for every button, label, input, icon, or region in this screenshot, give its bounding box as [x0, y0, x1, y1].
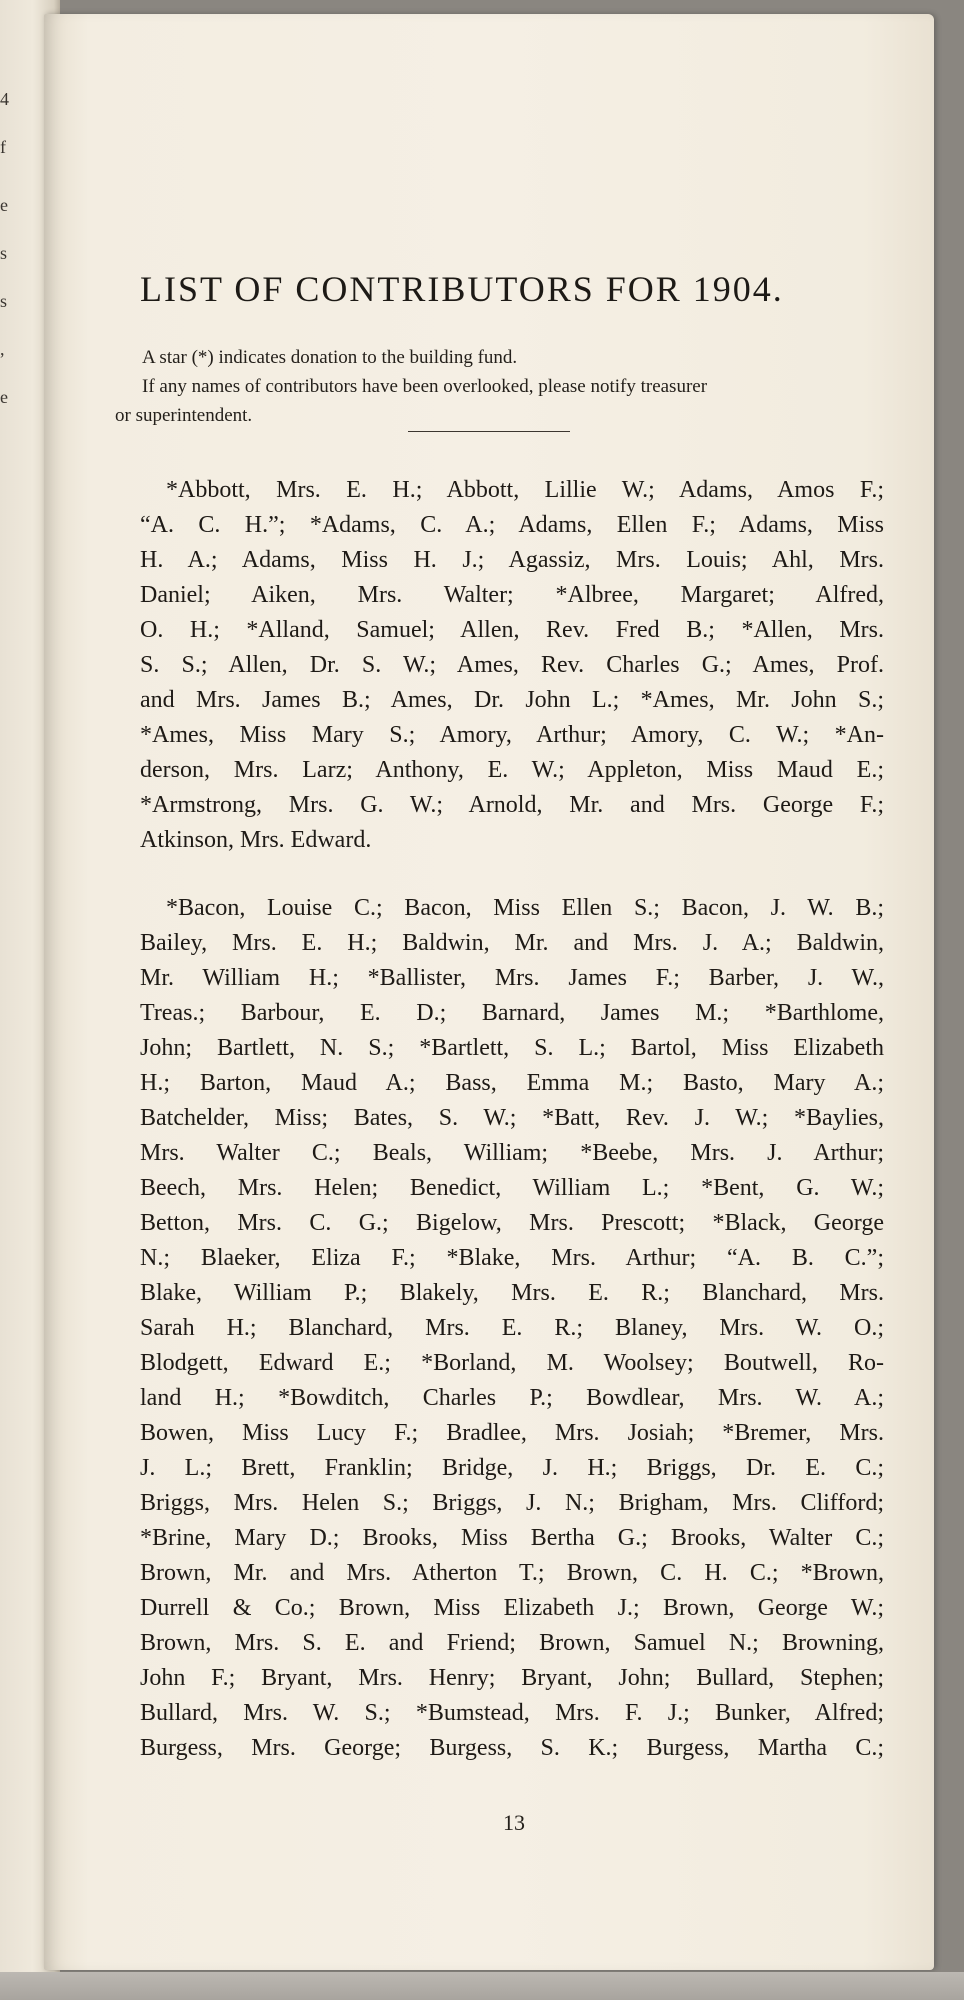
- fragment: f: [0, 137, 6, 157]
- fragment: s: [0, 291, 8, 311]
- contributor-line: *Ames, Miss Mary S.; Amory, Arthur; Amory, C. W.; *An-: [140, 722, 884, 748]
- contributor-line: Blake, William P.; Blakely, Mrs. E. R.; Blanchard, Mrs.: [140, 1280, 884, 1306]
- contributor-line: H. A.; Adams, Miss H. J.; Agassiz, Mrs. Louis; Ahl, Mrs.: [140, 547, 884, 573]
- contributor-line: land H.; *Bowditch, Charles P.; Bowdlear, Mrs. W. A.;: [140, 1385, 884, 1411]
- contributor-line: John; Bartlett, N. S.; *Bartlett, S. L.; Bartol, Miss Elizabeth: [140, 1035, 884, 1061]
- star-note: A star (*) indicates donation to the building fund.: [142, 347, 518, 368]
- contributor-line: Mrs. Walter C.; Beals, William; *Beebe, Mrs. J. Arthur;: [140, 1140, 884, 1166]
- contributor-line: Durrell & Co.; Brown, Miss Elizabeth J.; Brown, George W.;: [140, 1595, 884, 1621]
- contributor-line: Bowen, Miss Lucy F.; Bradlee, Mrs. Josiah; *Bremer, Mrs.: [140, 1420, 884, 1446]
- divider-rule: [408, 431, 570, 432]
- contributor-line: Sarah H.; Blanchard, Mrs. E. R.; Blaney, Mrs. W. O.;: [140, 1315, 884, 1341]
- contributor-line: Briggs, Mrs. Helen S.; Briggs, J. N.; Brigham, Mrs. Clifford;: [140, 1490, 884, 1516]
- contributor-line: Brown, Mr. and Mrs. Atherton T.; Brown, C. H. C.; *Brown,: [140, 1560, 884, 1586]
- contributor-line: Burgess, Mrs. George; Burgess, S. K.; Burgess, Martha C.;: [140, 1735, 884, 1761]
- contributor-line: Atkinson, Mrs. Edward.: [140, 827, 372, 853]
- contributor-line: derson, Mrs. Larz; Anthony, E. W.; Appleton, Miss Maud E.;: [140, 757, 884, 783]
- contributor-line: O. H.; *Alland, Samuel; Allen, Rev. Fred B.; *Allen, Mrs.: [140, 617, 884, 643]
- contributor-line: *Brine, Mary D.; Brooks, Miss Bertha G.; Brooks, Walter C.;: [140, 1525, 884, 1551]
- fragment: 4: [0, 89, 9, 109]
- contributor-line: *Abbott, Mrs. E. H.; Abbott, Lillie W.; Adams, Amos F.;: [166, 477, 884, 503]
- contributor-line: S. S.; Allen, Dr. S. W.; Ames, Rev. Charles G.; Ames, Prof.: [140, 652, 884, 678]
- contributor-line: *Bacon, Louise C.; Bacon, Miss Ellen S.; Bacon, J. W. B.;: [166, 895, 884, 921]
- contributors-a-paragraph: [114, 473, 884, 858]
- contributor-line: Beech, Mrs. Helen; Benedict, William L.; *Bent, G. W.;: [140, 1175, 884, 1201]
- overlooked-note: If any names of contributors have been overlooked, please notify treasurer: [142, 376, 708, 397]
- fragment: s: [0, 243, 8, 263]
- contributor-line: Daniel; Aiken, Mrs. Walter; *Albree, Margaret; Alfred,: [140, 582, 884, 608]
- table-surface: [0, 1972, 964, 2000]
- contributor-line: Bailey, Mrs. E. H.; Baldwin, Mr. and Mrs. J. A.; Baldwin,: [140, 930, 884, 956]
- contributor-line: John F.; Bryant, Mrs. Henry; Bryant, John; Bullard, Stephen;: [140, 1665, 884, 1691]
- contributor-line: “A. C. H.”; *Adams, C. A.; Adams, Ellen F.; Adams, Miss: [140, 512, 884, 538]
- contributor-line: J. L.; Brett, Franklin; Bridge, J. H.; Briggs, Dr. E. C.;: [140, 1455, 884, 1481]
- contributor-line: H.; Barton, Maud A.; Bass, Emma M.; Basto, Mary A.;: [140, 1070, 884, 1096]
- page-number: 13: [503, 1810, 525, 1835]
- contributor-line: *Armstrong, Mrs. G. W.; Arnold, Mr. and Mrs. George F.;: [140, 792, 884, 818]
- contributors-b-paragraph: [114, 891, 884, 1766]
- page-title: LIST OF CONTRIBUTORS FOR 1904.: [140, 269, 784, 309]
- contributor-line: N.; Blaeker, Eliza F.; *Blake, Mrs. Arthur; “A. B. C.”;: [140, 1245, 884, 1271]
- fragment: e: [0, 387, 8, 407]
- fragment: ,: [0, 339, 5, 359]
- facing-page-fragments: [0, 90, 14, 436]
- contributor-line: Mr. William H.; *Ballister, Mrs. James F.; Barber, J. W.,: [140, 965, 884, 991]
- overlooked-note-continued: or superintendent.: [115, 405, 253, 426]
- contributor-line: Brown, Mrs. S. E. and Friend; Brown, Samuel N.; Browning,: [140, 1630, 884, 1656]
- contributor-line: Blodgett, Edward E.; *Borland, M. Woolsey; Boutwell, Ro-: [140, 1350, 884, 1376]
- contributor-line: Batchelder, Miss; Bates, S. W.; *Batt, Rev. J. W.; *Baylies,: [140, 1105, 884, 1131]
- contributor-line: Treas.; Barbour, E. D.; Barnard, James M.; *Barthlome,: [140, 1000, 884, 1026]
- contributor-line: Bullard, Mrs. W. S.; *Bumstead, Mrs. F. J.; Bunker, Alfred;: [140, 1700, 884, 1726]
- contributor-line: Betton, Mrs. C. G.; Bigelow, Mrs. Prescott; *Black, George: [140, 1210, 884, 1236]
- contributor-line: and Mrs. James B.; Ames, Dr. John L.; *Ames, Mr. John S.;: [140, 687, 884, 713]
- fragment: e: [0, 195, 8, 215]
